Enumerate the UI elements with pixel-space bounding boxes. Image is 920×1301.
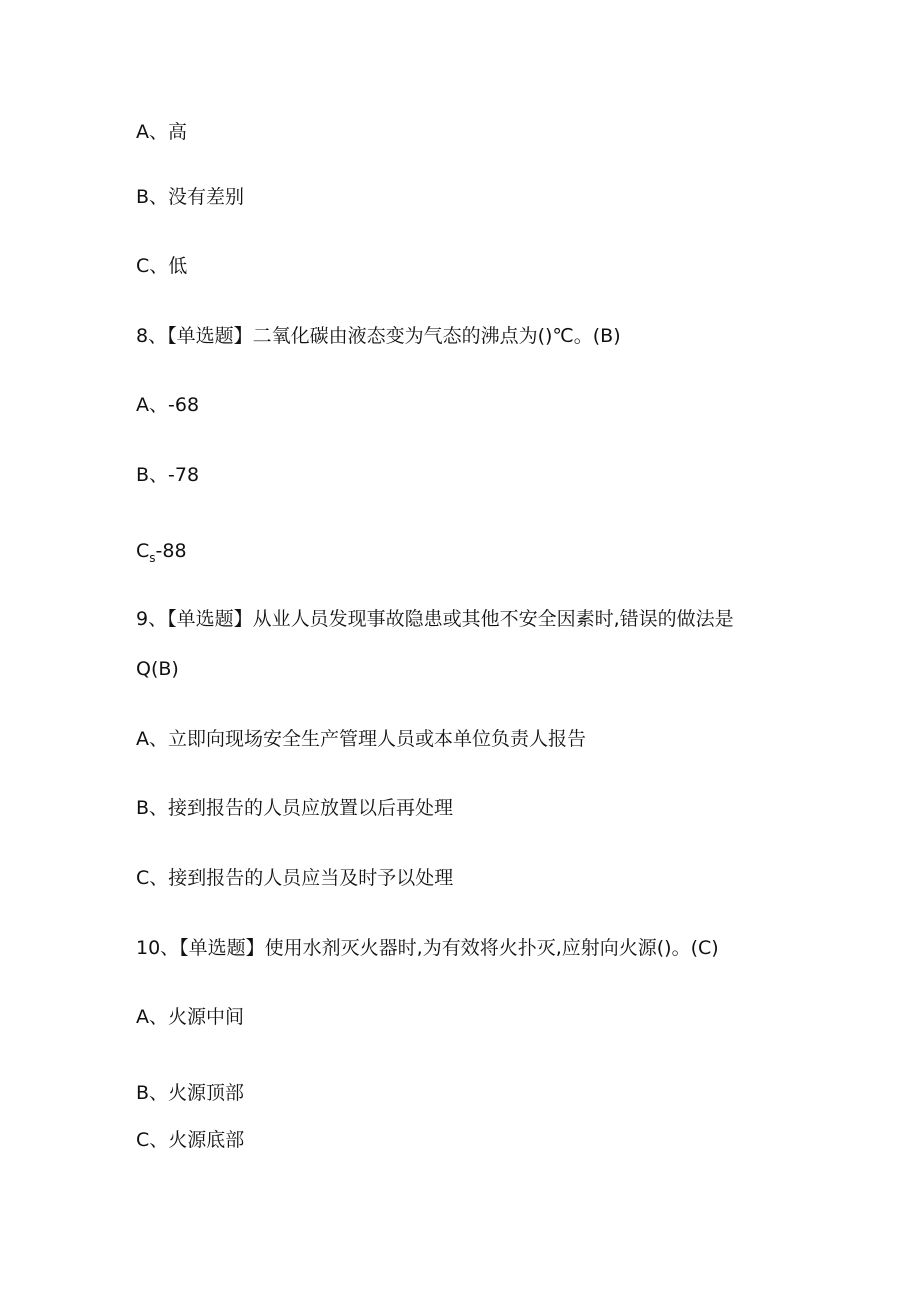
question-line: 8、【单选题】二氧化碳由液态变为气态的沸点为()℃。(B) [136, 325, 621, 347]
option-line: A、火源中间 [136, 1006, 244, 1028]
question-line: 9、【单选题】从业人员发现事故隐患或其他不安全因素时,错误的做法是 [136, 608, 734, 630]
option-line: A、-68 [136, 394, 200, 416]
option-line: C、接到报告的人员应当及时予以处理 [136, 867, 454, 889]
option-letter: C [136, 540, 150, 562]
option-line: C、火源底部 [136, 1129, 245, 1151]
option-line: A、立即向现场安全生产管理人员或本单位负责人报告 [136, 728, 586, 750]
option-line: A、高 [136, 121, 187, 143]
option-line: C、低 [136, 255, 188, 277]
option-line: B、火源顶部 [136, 1082, 245, 1104]
option-line: B、接到报告的人员应放置以后再处理 [136, 797, 454, 819]
option-value: -88 [155, 540, 187, 562]
question-line-continued: Q(B) [136, 658, 179, 680]
option-line: B、没有差别 [136, 186, 245, 208]
option-subscript: s [149, 551, 156, 565]
option-line: B、-78 [136, 464, 200, 486]
question-line: 10、【单选题】使用水剂灭火器时,为有效将火扑灭,应射向火源()。(C) [136, 937, 719, 959]
option-line [136, 539, 187, 570]
